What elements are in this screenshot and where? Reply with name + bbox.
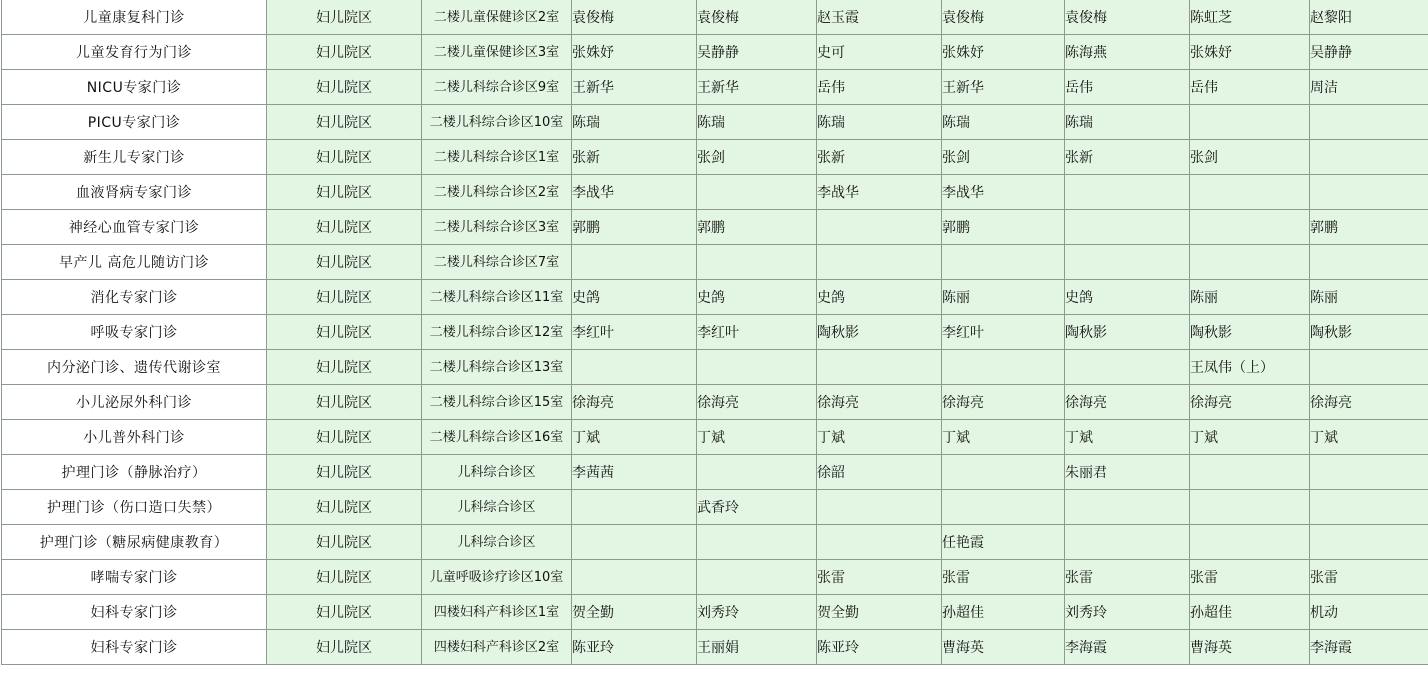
doctor-cell[interactable]: [1190, 105, 1310, 140]
clinic-name-cell[interactable]: 神经心血管专家门诊: [2, 210, 267, 245]
doctor-cell[interactable]: [1310, 350, 1428, 385]
doctor-cell[interactable]: 张雷: [817, 560, 942, 595]
doctor-cell[interactable]: [1310, 140, 1428, 175]
doctor-cell[interactable]: 任艳霞: [942, 525, 1065, 560]
table-row: [2, 70, 1428, 105]
doctor-cell[interactable]: [1310, 455, 1428, 490]
campus-cell[interactable]: 妇儿院区: [267, 455, 422, 490]
doctor-cell[interactable]: 机动: [1310, 595, 1428, 630]
doctor-cell[interactable]: 周洁: [1310, 70, 1428, 105]
doctor-cell[interactable]: [1065, 525, 1190, 560]
doctor-cell[interactable]: 李海霞: [1065, 630, 1190, 665]
room-cell[interactable]: 儿科综合诊区: [422, 490, 572, 525]
doctor-cell[interactable]: 丁斌: [942, 420, 1065, 455]
clinic-name-cell[interactable]: PICU专家门诊: [2, 105, 267, 140]
doctor-cell[interactable]: [697, 455, 817, 490]
room-cell[interactable]: 二楼儿童保健诊区2室: [422, 0, 572, 35]
doctor-cell[interactable]: [1065, 490, 1190, 525]
room-cell[interactable]: 二楼儿童保健诊区3室: [422, 35, 572, 70]
table-row: [2, 350, 1428, 385]
doctor-cell[interactable]: 史鸽: [572, 280, 697, 315]
doctor-cell[interactable]: 袁俊梅: [697, 0, 817, 35]
doctor-cell[interactable]: 徐韶: [817, 455, 942, 490]
doctor-cell[interactable]: 袁俊梅: [1065, 0, 1190, 35]
doctor-cell[interactable]: [1190, 525, 1310, 560]
doctor-cell[interactable]: 王新华: [572, 70, 697, 105]
doctor-cell[interactable]: 张姝妤: [1190, 35, 1310, 70]
doctor-cell[interactable]: 陈虹芝: [1190, 0, 1310, 35]
doctor-cell[interactable]: 刘秀玲: [1065, 595, 1190, 630]
doctor-cell[interactable]: 陈瑞: [697, 105, 817, 140]
doctor-cell[interactable]: 徐海亮: [1190, 385, 1310, 420]
doctor-cell[interactable]: 陈瑞: [942, 105, 1065, 140]
room-cell[interactable]: 四楼妇科产科诊区1室: [422, 595, 572, 630]
doctor-cell[interactable]: [572, 525, 697, 560]
campus-cell[interactable]: 妇儿院区: [267, 525, 422, 560]
doctor-cell[interactable]: 丁斌: [1065, 420, 1190, 455]
campus-cell[interactable]: 妇儿院区: [267, 245, 422, 280]
doctor-cell[interactable]: [572, 560, 697, 595]
doctor-cell[interactable]: 陈瑞: [817, 105, 942, 140]
doctor-cell[interactable]: 陈丽: [942, 280, 1065, 315]
campus-cell[interactable]: 妇儿院区: [267, 595, 422, 630]
doctor-cell[interactable]: 史鸽: [1065, 280, 1190, 315]
doctor-cell[interactable]: 李茜茜: [572, 455, 697, 490]
room-cell[interactable]: 儿童呼吸诊疗诊区10室: [422, 560, 572, 595]
doctor-cell[interactable]: 陶秋影: [817, 315, 942, 350]
doctor-cell[interactable]: [1190, 490, 1310, 525]
doctor-cell[interactable]: 李红叶: [942, 315, 1065, 350]
clinic-name-cell[interactable]: 消化专家门诊: [2, 280, 267, 315]
room-cell[interactable]: 二楼儿科综合诊区11室: [422, 280, 572, 315]
doctor-cell[interactable]: [942, 350, 1065, 385]
doctor-cell[interactable]: 岳伟: [1065, 70, 1190, 105]
table-row: [2, 175, 1428, 210]
doctor-cell[interactable]: [1065, 245, 1190, 280]
doctor-cell[interactable]: 陈丽: [1310, 280, 1428, 315]
doctor-cell[interactable]: [1310, 245, 1428, 280]
table-row: [2, 420, 1428, 455]
doctor-cell[interactable]: 张雷: [1065, 560, 1190, 595]
doctor-cell[interactable]: [1065, 350, 1190, 385]
doctor-cell[interactable]: 孙超佳: [1190, 595, 1310, 630]
doctor-cell[interactable]: 徐海亮: [817, 385, 942, 420]
campus-cell[interactable]: 妇儿院区: [267, 315, 422, 350]
doctor-cell[interactable]: 张新: [572, 140, 697, 175]
doctor-cell[interactable]: [572, 245, 697, 280]
doctor-cell[interactable]: 丁斌: [697, 420, 817, 455]
room-cell[interactable]: 儿科综合诊区: [422, 455, 572, 490]
doctor-cell[interactable]: [1190, 175, 1310, 210]
room-cell[interactable]: 二楼儿科综合诊区7室: [422, 245, 572, 280]
doctor-cell[interactable]: 张剑: [697, 140, 817, 175]
campus-cell[interactable]: 妇儿院区: [267, 140, 422, 175]
doctor-cell[interactable]: 陶秋影: [1065, 315, 1190, 350]
doctor-cell[interactable]: [1310, 175, 1428, 210]
room-cell[interactable]: 四楼妇科产科诊区2室: [422, 630, 572, 665]
doctor-cell[interactable]: 曹海英: [1190, 630, 1310, 665]
doctor-cell[interactable]: 曹海英: [942, 630, 1065, 665]
campus-cell[interactable]: 妇儿院区: [267, 560, 422, 595]
doctor-cell[interactable]: [697, 350, 817, 385]
campus-cell[interactable]: 妇儿院区: [267, 385, 422, 420]
doctor-cell[interactable]: [1065, 175, 1190, 210]
doctor-cell[interactable]: 张姝妤: [572, 35, 697, 70]
clinic-name-cell[interactable]: 内分泌门诊、遗传代谢诊室: [2, 350, 267, 385]
doctor-cell[interactable]: [1190, 210, 1310, 245]
doctor-cell[interactable]: 张剑: [1190, 140, 1310, 175]
doctor-cell[interactable]: 袁俊梅: [942, 0, 1065, 35]
clinic-name-cell[interactable]: 护理门诊（伤口造口失禁）: [2, 490, 267, 525]
doctor-cell[interactable]: 吴静静: [1310, 35, 1428, 70]
campus-cell[interactable]: 妇儿院区: [267, 105, 422, 140]
clinic-name-cell[interactable]: 妇科专家门诊: [2, 630, 267, 665]
doctor-cell[interactable]: [817, 490, 942, 525]
clinic-name-cell[interactable]: 护理门诊（糖尿病健康教育）: [2, 525, 267, 560]
doctor-cell[interactable]: 贺全勤: [817, 595, 942, 630]
clinic-name-cell[interactable]: 护理门诊（静脉治疗）: [2, 455, 267, 490]
doctor-cell[interactable]: 徐海亮: [1065, 385, 1190, 420]
table-row: [2, 245, 1428, 280]
doctor-cell[interactable]: 徐海亮: [697, 385, 817, 420]
doctor-cell[interactable]: 张新: [1065, 140, 1190, 175]
clinic-name-cell[interactable]: NICU专家门诊: [2, 70, 267, 105]
table-row: [2, 455, 1428, 490]
campus-cell[interactable]: 妇儿院区: [267, 70, 422, 105]
clinic-name-cell[interactable]: 血液肾病专家门诊: [2, 175, 267, 210]
doctor-cell[interactable]: [697, 560, 817, 595]
clinic-name-cell[interactable]: 早产儿 高危儿随访门诊: [2, 245, 267, 280]
doctor-cell[interactable]: [1310, 105, 1428, 140]
doctor-cell[interactable]: 武香玲: [697, 490, 817, 525]
doctor-cell[interactable]: 王新华: [697, 70, 817, 105]
campus-cell[interactable]: 妇儿院区: [267, 420, 422, 455]
doctor-cell[interactable]: 孙超佳: [942, 595, 1065, 630]
doctor-cell[interactable]: [572, 490, 697, 525]
doctor-cell[interactable]: 贺全勤: [572, 595, 697, 630]
doctor-cell[interactable]: 陈瑞: [1065, 105, 1190, 140]
campus-cell[interactable]: 妇儿院区: [267, 280, 422, 315]
clinic-name-cell[interactable]: 妇科专家门诊: [2, 595, 267, 630]
campus-cell[interactable]: 妇儿院区: [267, 175, 422, 210]
doctor-cell[interactable]: [1310, 490, 1428, 525]
doctor-cell[interactable]: 李海霞: [1310, 630, 1428, 665]
doctor-cell[interactable]: 徐海亮: [572, 385, 697, 420]
doctor-cell[interactable]: 李红叶: [572, 315, 697, 350]
clinic-name-cell[interactable]: 儿童发育行为门诊: [2, 35, 267, 70]
doctor-cell[interactable]: 徐海亮: [1310, 385, 1428, 420]
clinic-name-cell[interactable]: 儿童康复科门诊: [2, 0, 267, 35]
campus-cell[interactable]: 妇儿院区: [267, 210, 422, 245]
doctor-cell[interactable]: 岳伟: [1190, 70, 1310, 105]
doctor-cell[interactable]: 史鸽: [817, 280, 942, 315]
doctor-cell[interactable]: 郭鹏: [1310, 210, 1428, 245]
table-row: [2, 560, 1428, 595]
clinic-name-cell[interactable]: 呼吸专家门诊: [2, 315, 267, 350]
table-row: [2, 35, 1428, 70]
doctor-cell[interactable]: 丁斌: [817, 420, 942, 455]
doctor-cell[interactable]: 史鸽: [697, 280, 817, 315]
schedule-table: [1, 0, 1428, 665]
table-row: [2, 280, 1428, 315]
campus-cell[interactable]: 妇儿院区: [267, 350, 422, 385]
doctor-cell[interactable]: 赵黎阳: [1310, 0, 1428, 35]
doctor-cell[interactable]: 朱丽君: [1065, 455, 1190, 490]
doctor-cell[interactable]: 张姝妤: [942, 35, 1065, 70]
table-row: [2, 105, 1428, 140]
room-cell[interactable]: 二楼儿科综合诊区2室: [422, 175, 572, 210]
room-cell[interactable]: 二楼儿科综合诊区16室: [422, 420, 572, 455]
doctor-cell[interactable]: 吴静静: [697, 35, 817, 70]
doctor-cell[interactable]: 徐海亮: [942, 385, 1065, 420]
doctor-cell[interactable]: 陈亚玲: [817, 630, 942, 665]
doctor-cell[interactable]: 陈丽: [1190, 280, 1310, 315]
doctor-cell[interactable]: 张雷: [1190, 560, 1310, 595]
doctor-cell[interactable]: 郭鹏: [572, 210, 697, 245]
doctor-cell[interactable]: 陶秋影: [1310, 315, 1428, 350]
doctor-cell[interactable]: 张剑: [942, 140, 1065, 175]
doctor-cell[interactable]: 陈海燕: [1065, 35, 1190, 70]
doctor-cell[interactable]: 袁俊梅: [572, 0, 697, 35]
campus-cell[interactable]: 妇儿院区: [267, 630, 422, 665]
table-row: [2, 140, 1428, 175]
doctor-cell[interactable]: 刘秀玲: [697, 595, 817, 630]
campus-cell[interactable]: 妇儿院区: [267, 35, 422, 70]
doctor-cell[interactable]: [817, 245, 942, 280]
room-cell[interactable]: 二楼儿科综合诊区10室: [422, 105, 572, 140]
doctor-cell[interactable]: 李战华: [942, 175, 1065, 210]
table-row: [2, 525, 1428, 560]
doctor-cell[interactable]: [1065, 210, 1190, 245]
campus-cell[interactable]: 妇儿院区: [267, 0, 422, 35]
table-row: [2, 315, 1428, 350]
doctor-cell[interactable]: 张新: [817, 140, 942, 175]
clinic-name-cell[interactable]: 新生儿专家门诊: [2, 140, 267, 175]
doctor-cell[interactable]: [942, 490, 1065, 525]
doctor-cell[interactable]: 郭鹏: [942, 210, 1065, 245]
doctor-cell[interactable]: 陈瑞: [572, 105, 697, 140]
doctor-cell[interactable]: 陶秋影: [1190, 315, 1310, 350]
doctor-cell[interactable]: 赵玉霞: [817, 0, 942, 35]
doctor-cell[interactable]: [942, 455, 1065, 490]
room-cell[interactable]: 儿科综合诊区: [422, 525, 572, 560]
doctor-cell[interactable]: [1190, 455, 1310, 490]
room-cell[interactable]: 二楼儿科综合诊区9室: [422, 70, 572, 105]
doctor-cell[interactable]: 李战华: [817, 175, 942, 210]
table-row: [2, 595, 1428, 630]
room-cell[interactable]: 二楼儿科综合诊区1室: [422, 140, 572, 175]
doctor-cell[interactable]: [1310, 525, 1428, 560]
doctor-cell[interactable]: 李红叶: [697, 315, 817, 350]
table-row: [2, 630, 1428, 665]
doctor-cell[interactable]: 王丽娟: [697, 630, 817, 665]
clinic-name-cell[interactable]: 小儿泌尿外科门诊: [2, 385, 267, 420]
doctor-cell[interactable]: 李战华: [572, 175, 697, 210]
clinic-name-cell[interactable]: 哮喘专家门诊: [2, 560, 267, 595]
doctor-cell[interactable]: 王凤伟（上）: [1190, 350, 1310, 385]
room-cell[interactable]: 二楼儿科综合诊区3室: [422, 210, 572, 245]
doctor-cell[interactable]: [697, 245, 817, 280]
doctor-cell[interactable]: [572, 350, 697, 385]
clinic-name-cell[interactable]: 小儿普外科门诊: [2, 420, 267, 455]
doctor-cell[interactable]: 陈亚玲: [572, 630, 697, 665]
room-cell[interactable]: 二楼儿科综合诊区15室: [422, 385, 572, 420]
doctor-cell[interactable]: 郭鹏: [697, 210, 817, 245]
doctor-cell[interactable]: [697, 175, 817, 210]
doctor-cell[interactable]: 丁斌: [572, 420, 697, 455]
room-cell[interactable]: 二楼儿科综合诊区13室: [422, 350, 572, 385]
room-cell[interactable]: 二楼儿科综合诊区12室: [422, 315, 572, 350]
table-row: [2, 210, 1428, 245]
doctor-cell[interactable]: [1190, 245, 1310, 280]
doctor-cell[interactable]: 史可: [817, 35, 942, 70]
campus-cell[interactable]: 妇儿院区: [267, 490, 422, 525]
doctor-cell[interactable]: [817, 210, 942, 245]
table-row: [2, 0, 1428, 35]
doctor-cell[interactable]: 王新华: [942, 70, 1065, 105]
doctor-cell[interactable]: 丁斌: [1190, 420, 1310, 455]
doctor-cell[interactable]: 张雷: [942, 560, 1065, 595]
doctor-cell[interactable]: 丁斌: [1310, 420, 1428, 455]
doctor-cell[interactable]: [697, 525, 817, 560]
doctor-cell[interactable]: [942, 245, 1065, 280]
table-row: [2, 385, 1428, 420]
table-row: [2, 490, 1428, 525]
table-body: [2, 0, 1428, 665]
doctor-cell[interactable]: [817, 350, 942, 385]
doctor-cell[interactable]: 张雷: [1310, 560, 1428, 595]
doctor-cell[interactable]: [817, 525, 942, 560]
doctor-cell[interactable]: 岳伟: [817, 70, 942, 105]
